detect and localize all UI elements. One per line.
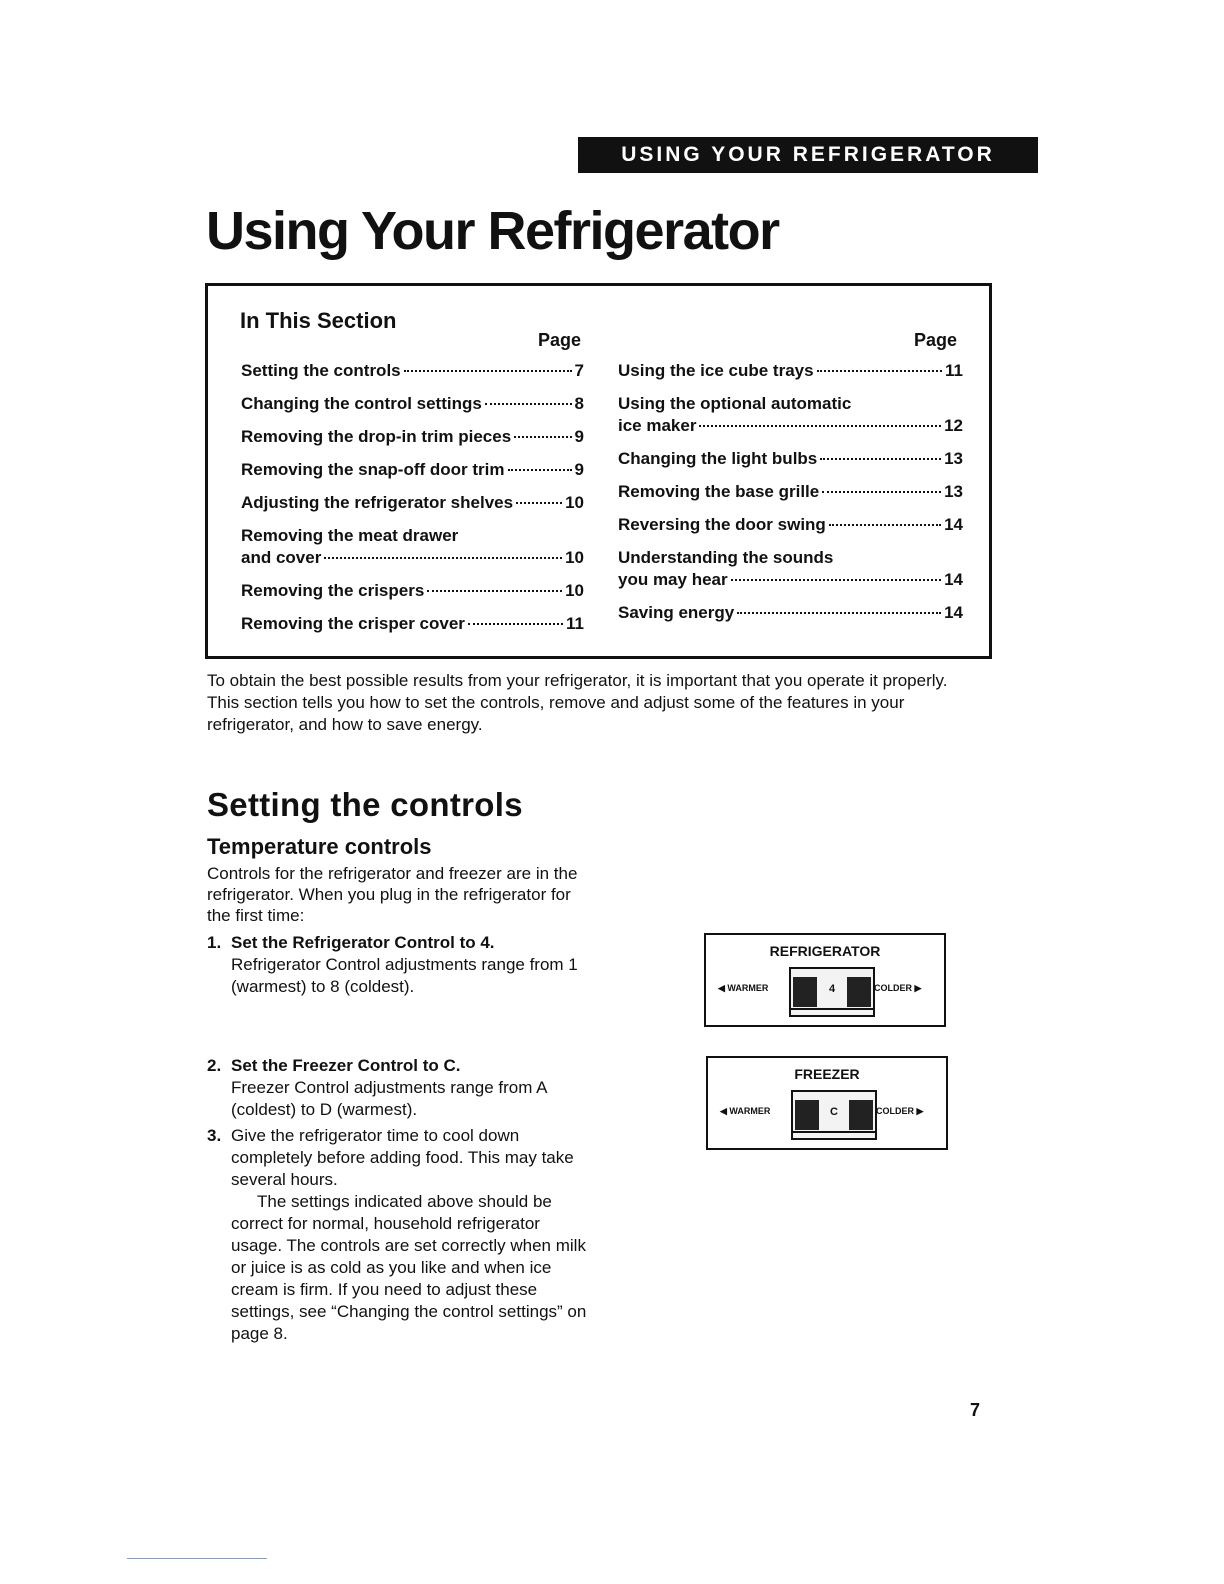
toc-entry[interactable]	[618, 481, 963, 503]
toc-entry[interactable]	[241, 393, 584, 415]
toc-entry-label: Adjusting the refrigerator shelves	[241, 493, 514, 512]
toc-entry-page: 11	[945, 361, 963, 380]
page-number: 7	[970, 1400, 981, 1420]
toc-page-label-right: Page	[914, 330, 958, 350]
step-note: The settings indicated above should be correct for normal, household refrigerator usage. The controls are set correctly when milk or juice is as cold as you like and when ice cream is firm. If you need to adjust these settings, see “Changing the control settings” on page 8.	[231, 1192, 587, 1343]
toc-entry-page: 9	[574, 460, 584, 479]
toc-entry[interactable]	[618, 602, 963, 624]
toc-entry-label: Removing the crispers	[241, 581, 425, 600]
freezer-control-slider[interactable]	[791, 1090, 877, 1140]
toc-entry[interactable]	[618, 514, 963, 536]
toc-entry-label: Removing the drop-in trim pieces	[241, 427, 512, 446]
toc-box	[205, 283, 992, 659]
toc-heading: In This Section	[240, 308, 397, 333]
toc-entry[interactable]	[241, 525, 584, 569]
refrigerator-control-label: REFRIGERATOR	[769, 943, 881, 959]
toc-entry-label: and cover	[241, 548, 322, 567]
toc-page-label-left: Page	[538, 330, 582, 350]
toc-entry[interactable]	[618, 360, 963, 382]
toc-entry-label: Reversing the door swing	[618, 515, 826, 534]
refrigerator-control-setting: 4	[828, 983, 836, 995]
toc-entry-label-line1: Using the optional automatic	[618, 394, 852, 413]
section-title: Setting the controls	[207, 786, 523, 823]
refrigerator-control-panel	[704, 933, 946, 1027]
toc-entry[interactable]	[618, 393, 963, 437]
toc-entry-label-line1: Understanding the sounds	[618, 548, 834, 567]
slider-knob-right	[847, 977, 871, 1007]
freezer-control-label: FREEZER	[794, 1066, 860, 1082]
toc-entry-page: 14	[944, 570, 963, 589]
toc-entry[interactable]	[618, 547, 963, 591]
toc-entry-page: 10	[565, 493, 584, 512]
freezer-control-setting: C	[830, 1106, 838, 1118]
step-item	[207, 1055, 587, 1121]
toc-entry-label: Setting the controls	[241, 361, 401, 380]
toc-entry-page: 14	[944, 603, 963, 622]
toc-entry-page: 10	[565, 548, 584, 567]
toc-entry-label: Removing the base grille	[618, 482, 820, 501]
toc-entry-page: 12	[944, 416, 963, 435]
step-number: 1.	[207, 933, 222, 952]
toc-entry[interactable]	[241, 459, 584, 481]
subsection-title: Temperature controls	[207, 834, 432, 859]
toc-entry-page: 14	[944, 515, 963, 534]
toc-entry-label: Saving energy	[618, 603, 735, 622]
freezer-control-panel	[706, 1056, 948, 1150]
toc-entry[interactable]	[241, 613, 584, 635]
footer-rule	[127, 1558, 267, 1559]
toc-entry-label: ice maker	[618, 416, 697, 435]
warmer-label: ◀ WARMER	[720, 1106, 771, 1116]
toc-entry-page: 11	[566, 614, 584, 633]
toc-entry-page: 7	[574, 361, 584, 380]
step-title: Set the Freezer Control to C.	[231, 1056, 461, 1075]
slider-knob-right	[849, 1100, 873, 1130]
toc-entry[interactable]	[241, 360, 584, 382]
step-item	[207, 1125, 587, 1345]
colder-label: COLDER ▶	[876, 1106, 924, 1116]
toc-entry-page: 13	[944, 449, 963, 468]
toc-entry-label: Changing the light bulbs	[618, 449, 818, 468]
colder-label: COLDER ▶	[874, 983, 922, 993]
toc-entry-label: you may hear	[618, 570, 728, 589]
step-text: Give the refrigerator time to cool down completely before adding food. This may take several hours.	[231, 1126, 574, 1189]
step-number: 3.	[207, 1126, 222, 1145]
step-text: Freezer Control adjustments range from A (coldest) to D (warmest).	[231, 1078, 547, 1119]
toc-entry-page: 9	[574, 427, 584, 446]
toc-entry[interactable]	[241, 580, 584, 602]
page-title: Using Your Refrigerator	[206, 201, 779, 261]
toc-entry-page: 13	[944, 482, 963, 501]
toc-entry-label: Removing the snap-off door trim	[241, 460, 505, 479]
intro-paragraph: To obtain the best possible results from your refrigerator, it is important that you operate it properly. This section tells you how to set the controls, remove and adjust some of the features in your refrigerator, and how to save energy.	[207, 671, 948, 734]
toc-entry-label: Changing the control settings	[241, 394, 482, 413]
toc-entry-label-line1: Removing the meat drawer	[241, 526, 459, 545]
section-banner: USING YOUR REFRIGERATOR	[578, 137, 1038, 173]
toc-entry-label: Removing the crisper cover	[241, 614, 465, 633]
toc-entry-page: 8	[574, 394, 584, 413]
step-number: 2.	[207, 1056, 222, 1075]
step-text: Refrigerator Control adjustments range from 1 (warmest) to 8 (coldest).	[231, 955, 578, 996]
step-title: Set the Refrigerator Control to 4.	[231, 933, 495, 952]
toc-entry-label: Using the ice cube trays	[618, 361, 814, 380]
warmer-label: ◀ WARMER	[718, 983, 769, 993]
toc-column-left	[241, 360, 584, 646]
toc-entry[interactable]	[618, 448, 963, 470]
toc-entry-page: 10	[565, 581, 584, 600]
toc-entry[interactable]	[241, 426, 584, 448]
refrigerator-control-slider[interactable]	[789, 967, 875, 1017]
subsection-intro: Controls for the refrigerator and freezer are in the refrigerator. When you plug in the refrigerator for the first time:	[207, 864, 578, 925]
toc-column-right	[618, 360, 963, 635]
toc-entry[interactable]	[241, 492, 584, 514]
step-item	[207, 932, 587, 998]
